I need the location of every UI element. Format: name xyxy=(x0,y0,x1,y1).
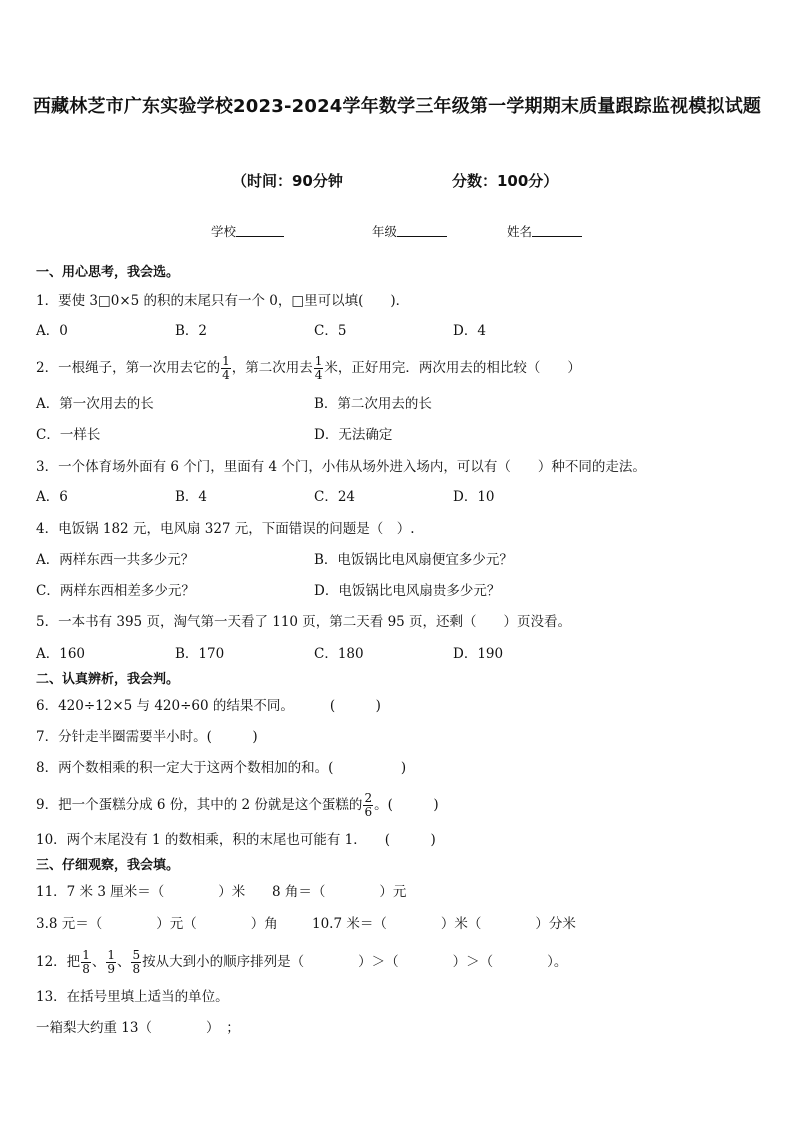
q1-option-a[interactable]: A．0 xyxy=(36,323,68,339)
q4-option-a[interactable]: A．两样东西一共多少元？ xyxy=(36,552,195,568)
question-13: 13．在括号里填上适当的单位。 xyxy=(36,989,229,1005)
q2-f1-denominator: 4 xyxy=(222,368,230,382)
q3-option-c[interactable]: C．24 xyxy=(314,489,356,505)
q2-f2-denominator: 4 xyxy=(314,368,323,382)
q10-text: 10．两个末尾没有 1 的数相乘，积的末尾也可能有 1． xyxy=(36,832,367,848)
q12-f1-numerator: 1 xyxy=(82,948,90,962)
q12-f3-numerator: 5 xyxy=(132,948,141,962)
q12-separator-2: 、 xyxy=(116,954,131,970)
q4-option-d[interactable]: D．电饭锅比电风扇贵多少元？ xyxy=(314,583,501,599)
school-label: 学校 xyxy=(211,224,237,239)
q2-option-c[interactable]: C．一样长 xyxy=(36,427,101,443)
q11-part-3[interactable]: 3.8 元＝（ ）元（ ）角 xyxy=(36,916,278,932)
section-1-heading: 一、用心思考，我会选。 xyxy=(36,265,180,280)
question-4: 4．电饭锅 182 元，电风扇 327 元，下面错误的问题是（ ）. xyxy=(36,521,415,537)
q12-fraction-1 xyxy=(81,949,91,976)
q1-option-c[interactable]: C．5 xyxy=(314,323,347,339)
question-3: 3．一个体育场外面有 6 个门，里面有 4 个门，小伟从场外进入场内，可以有（ ）种不同的走法。 xyxy=(36,459,646,475)
school-blank[interactable] xyxy=(236,223,284,237)
q9-text-1: 9．把一个蛋糕分成 6 份，其中的 2 份就是这个蛋糕的 xyxy=(36,797,363,813)
q3-option-b[interactable]: B．4 xyxy=(175,489,208,505)
q1-option-b[interactable]: B．2 xyxy=(175,323,208,339)
q2-text-3: 米，正好用完．两次用去的相比较（ ） xyxy=(324,360,581,376)
q4-option-c[interactable]: C．两样东西相差多少元？ xyxy=(36,583,195,599)
name-blank[interactable] xyxy=(532,223,582,237)
q7-answer-blank[interactable]: ( ) xyxy=(206,729,258,745)
question-8 xyxy=(36,758,406,778)
q2-fraction-2 xyxy=(314,355,324,382)
q12-fraction-3 xyxy=(131,949,141,976)
q8-text: 8．两个数相乘的积一定大于这两个数相加的和。 xyxy=(36,760,329,776)
q5-option-d[interactable]: D．190 xyxy=(453,646,504,662)
q12-f2-numerator: 1 xyxy=(107,948,115,962)
q11-part-1[interactable]: 11．7 米 3 厘米＝（ ）米 xyxy=(36,884,246,900)
q2-text-1: 2．一根绳子，第一次用去它的 xyxy=(36,360,221,376)
grade-label: 年级 xyxy=(372,224,398,239)
q12-fraction-2 xyxy=(106,949,116,976)
section-2-heading: 二、认真辨析，我会判。 xyxy=(36,672,180,687)
question-10 xyxy=(36,830,436,850)
q7-text: 7．分针走半圈需要半小时。 xyxy=(36,729,207,745)
q4-option-b[interactable]: B．电饭锅比电风扇便宜多少元？ xyxy=(314,552,513,568)
q11-part-2[interactable]: 8 角＝（ ）元 xyxy=(272,884,407,900)
exam-title: 西藏林芝市广东实验学校2023-2024学年数学三年级第一学期期末质量跟踪监视模拟试题 xyxy=(32,96,762,117)
question-12 xyxy=(36,949,567,976)
q8-answer-blank[interactable]: ( ) xyxy=(328,760,407,776)
grade-field xyxy=(372,222,447,240)
q5-option-a[interactable]: A．160 xyxy=(36,646,86,662)
q12-f3-denominator: 8 xyxy=(132,962,141,976)
q5-option-c[interactable]: C．180 xyxy=(314,646,364,662)
q9-fraction xyxy=(363,792,373,819)
q3-option-d[interactable]: D．10 xyxy=(453,489,495,505)
q2-text-2: ，第二次用去 xyxy=(231,360,313,376)
question-13-sub[interactable]: 一箱梨大约重 13（ ） ； xyxy=(36,1020,240,1036)
name-label: 姓名 xyxy=(507,224,533,239)
q9-denominator: 6 xyxy=(364,805,373,819)
name-field xyxy=(507,222,582,240)
q12-f2-denominator: 9 xyxy=(107,962,115,976)
q9-numerator: 2 xyxy=(364,791,373,805)
total-score: 分数：100分） xyxy=(452,172,559,190)
grade-blank[interactable] xyxy=(397,223,447,237)
q6-text: 6．420÷12×5 与 420÷60 的结果不同。 xyxy=(36,698,294,714)
q2-option-a[interactable]: A．第一次用去的长 xyxy=(36,396,154,412)
q2-f1-numerator: 1 xyxy=(222,354,230,368)
exam-meta xyxy=(0,170,794,194)
q2-option-d[interactable]: D．无法确定 xyxy=(314,427,393,443)
q2-fraction-1 xyxy=(221,355,231,382)
q12-text-2[interactable]: 按从大到小的顺序排列是（ ）＞（ ）＞（ ）。 xyxy=(142,954,568,970)
q11-part-4[interactable]: 10.7 米＝（ ）米（ ）分米 xyxy=(312,916,576,932)
q5-option-b[interactable]: B．170 xyxy=(175,646,225,662)
q9-text-2[interactable]: 。( ) xyxy=(374,797,439,813)
section-3-heading: 三、仔细观察，我会填。 xyxy=(36,858,180,873)
question-5: 5．一本书有 395 页，淘气第一天看了 110 页，第二天看 95 页，还剩（ ）页没看。 xyxy=(36,614,572,630)
question-9 xyxy=(36,792,439,819)
q12-f1-denominator: 8 xyxy=(82,962,90,976)
q2-f2-numerator: 1 xyxy=(314,354,323,368)
q12-text-1: 12．把 xyxy=(36,954,81,970)
question-2 xyxy=(36,355,581,382)
q6-answer-blank[interactable]: ( ) xyxy=(329,698,381,714)
school-field xyxy=(211,222,284,240)
q3-option-a[interactable]: A．6 xyxy=(36,489,68,505)
question-7 xyxy=(36,727,258,747)
time-limit: （时间：90分钟 xyxy=(232,172,343,190)
q1-option-d[interactable]: D．4 xyxy=(453,323,486,339)
q2-option-b[interactable]: B．第二次用去的长 xyxy=(314,396,432,412)
q10-answer-blank[interactable]: ( ) xyxy=(384,832,436,848)
question-6 xyxy=(36,696,381,716)
question-1: 1．要使 3□0×5 的积的末尾只有一个 0，□里可以填( )． xyxy=(36,293,410,309)
student-info xyxy=(0,222,794,242)
q12-separator-1: 、 xyxy=(91,954,106,970)
